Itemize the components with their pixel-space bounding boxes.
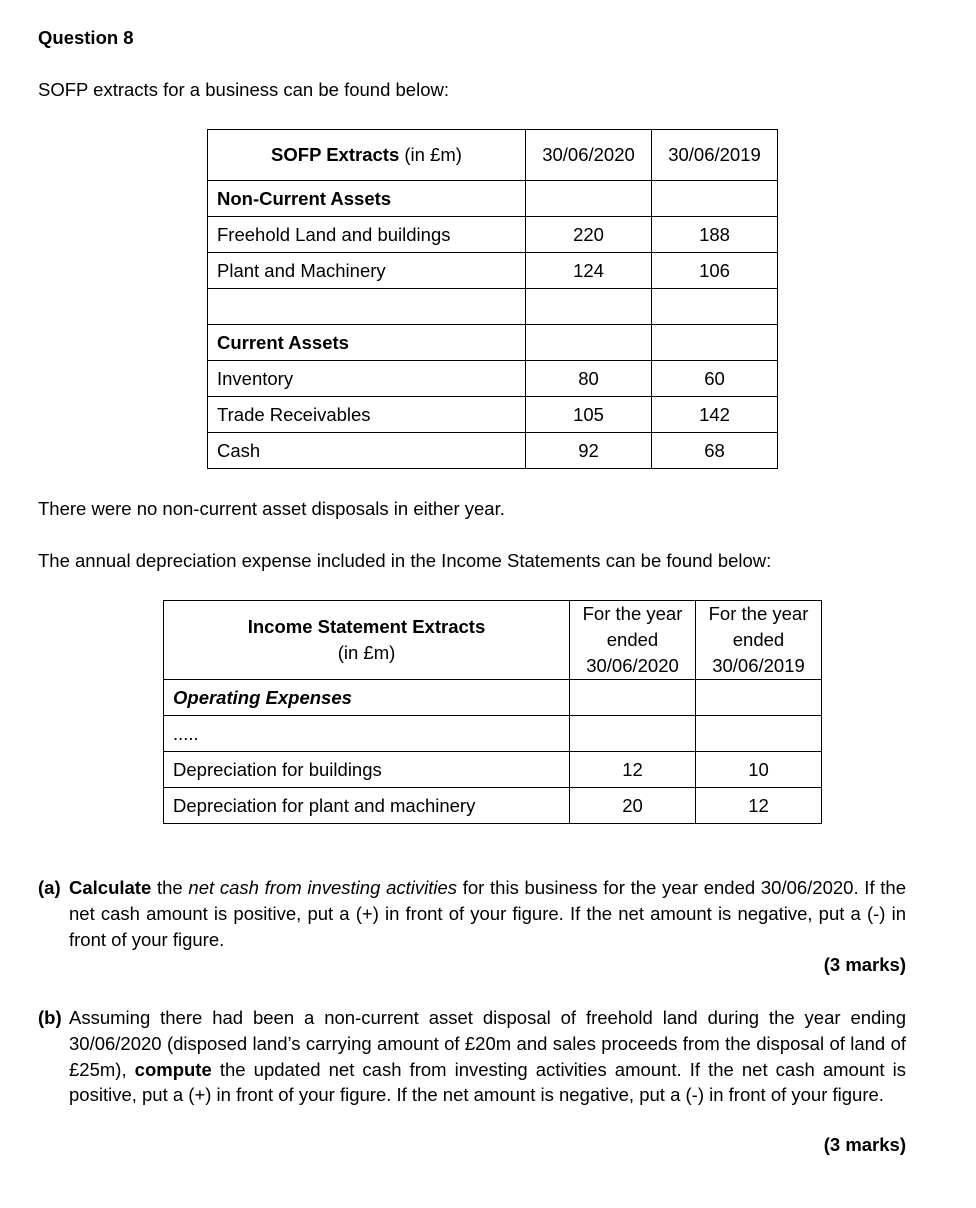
- empty-cell: [526, 289, 652, 325]
- text-span: Assuming there had been a non-current asset disposal of freehold land during the year ending 30/06/2020 (disposed land’s carrying amount of £20m and sales proceeds from the disposal of land of £25m),: [69, 1007, 906, 1080]
- text-span: for this business for the year ended 30/06/2020. If the net cash amount is positive, put a (+) in front of your figure. If the net amount is negative, put a (-) in front of your figure.: [69, 877, 907, 950]
- table-row: [208, 397, 778, 433]
- part-a: [38, 875, 906, 952]
- sofp-header-bold: SOFP Extracts: [271, 144, 400, 165]
- row-label: Cash: [208, 433, 526, 469]
- value-2020: 20: [570, 788, 696, 824]
- row-label: Plant and Machinery: [208, 253, 526, 289]
- part-b-verb: compute: [134, 1058, 212, 1080]
- income-header-2020: [570, 601, 696, 680]
- value-2020: 105: [526, 397, 652, 433]
- header-line: ended: [732, 629, 785, 650]
- empty-cell: [526, 181, 652, 217]
- part-a-tag: (a): [38, 877, 61, 898]
- sofp-header-label: [208, 130, 526, 181]
- sofp-header-row: [208, 130, 778, 181]
- value-2020: 220: [526, 217, 652, 253]
- row-label: Trade Receivables: [208, 397, 526, 433]
- table-row: [208, 325, 778, 361]
- value-2019: 12: [696, 788, 822, 824]
- table-row: [208, 217, 778, 253]
- value-2020: 12: [570, 752, 696, 788]
- sofp-header-2019: 30/06/2019: [652, 130, 778, 181]
- empty-cell: [652, 289, 778, 325]
- empty-cell: [208, 289, 526, 325]
- part-b-body: [69, 1005, 906, 1108]
- part-b: [38, 1005, 906, 1108]
- header-line: For the year: [708, 603, 809, 624]
- row-label: Depreciation for buildings: [164, 752, 570, 788]
- income-header-2019: [696, 601, 822, 680]
- header-line: For the year: [582, 603, 683, 624]
- empty-cell: [652, 325, 778, 361]
- part-a-marks: (3 marks): [823, 954, 906, 975]
- sofp-header-2020: 30/06/2020: [526, 130, 652, 181]
- ellipsis-cell: .....: [164, 716, 570, 752]
- disposals-text: There were no non-current asset disposals in either year.: [38, 498, 505, 519]
- sofp-header-unit: (in £m): [399, 144, 462, 165]
- value-2020: 80: [526, 361, 652, 397]
- value-2020: 124: [526, 253, 652, 289]
- table-row: [208, 181, 778, 217]
- value-2020: 92: [526, 433, 652, 469]
- part-b-marks: (3 marks): [823, 1134, 906, 1155]
- sofp-table: [207, 129, 778, 469]
- empty-cell: [696, 716, 822, 752]
- table-row: [164, 788, 822, 824]
- income-header-row: [164, 601, 822, 680]
- empty-cell: [652, 181, 778, 217]
- header-line: ended: [606, 629, 659, 650]
- section-label-noncurrent: Non-Current Assets: [208, 181, 526, 217]
- value-2019: 60: [652, 361, 778, 397]
- income-statement-table: [163, 600, 822, 824]
- value-2019: 106: [652, 253, 778, 289]
- income-header-line1: Income Statement Extracts: [247, 616, 486, 637]
- text-span: the: [151, 877, 189, 898]
- empty-cell: [570, 680, 696, 716]
- part-b-tag: (b): [38, 1007, 62, 1028]
- text-span: the updated net cash from investing activities amount. If the net cash amount is positive, put a (+) in front of your figure. If the net amount is negative, put a (-) in front of your figure.: [69, 1058, 906, 1106]
- empty-cell: [570, 716, 696, 752]
- header-line: 30/06/2020: [586, 655, 679, 676]
- table-row: [208, 361, 778, 397]
- value-2019: 188: [652, 217, 778, 253]
- table-row-empty: [208, 289, 778, 325]
- income-header-label: [164, 601, 570, 680]
- row-label: Freehold Land and buildings: [208, 217, 526, 253]
- table-row: [164, 680, 822, 716]
- part-a-verb: Calculate: [69, 877, 152, 898]
- question-heading: Question 8: [38, 27, 134, 48]
- table-row: [208, 253, 778, 289]
- value-2019: 68: [652, 433, 778, 469]
- section-label-opex: Operating Expenses: [164, 680, 570, 716]
- income-header-line2: (in £m): [337, 642, 396, 663]
- section-label-current: Current Assets: [208, 325, 526, 361]
- header-line: 30/06/2019: [712, 655, 805, 676]
- value-2019: 142: [652, 397, 778, 433]
- depreciation-intro-text: The annual depreciation expense included in the Income Statements can be found below:: [38, 550, 772, 571]
- intro-text: SOFP extracts for a business can be found below:: [38, 79, 449, 100]
- empty-cell: [526, 325, 652, 361]
- row-label: Inventory: [208, 361, 526, 397]
- table-row: [164, 752, 822, 788]
- table-row: [208, 433, 778, 469]
- table-row: [164, 716, 822, 752]
- empty-cell: [696, 680, 822, 716]
- part-a-body: [69, 875, 906, 952]
- part-a-term: net cash from investing activities: [188, 877, 458, 898]
- value-2019: 10: [696, 752, 822, 788]
- row-label: Depreciation for plant and machinery: [164, 788, 570, 824]
